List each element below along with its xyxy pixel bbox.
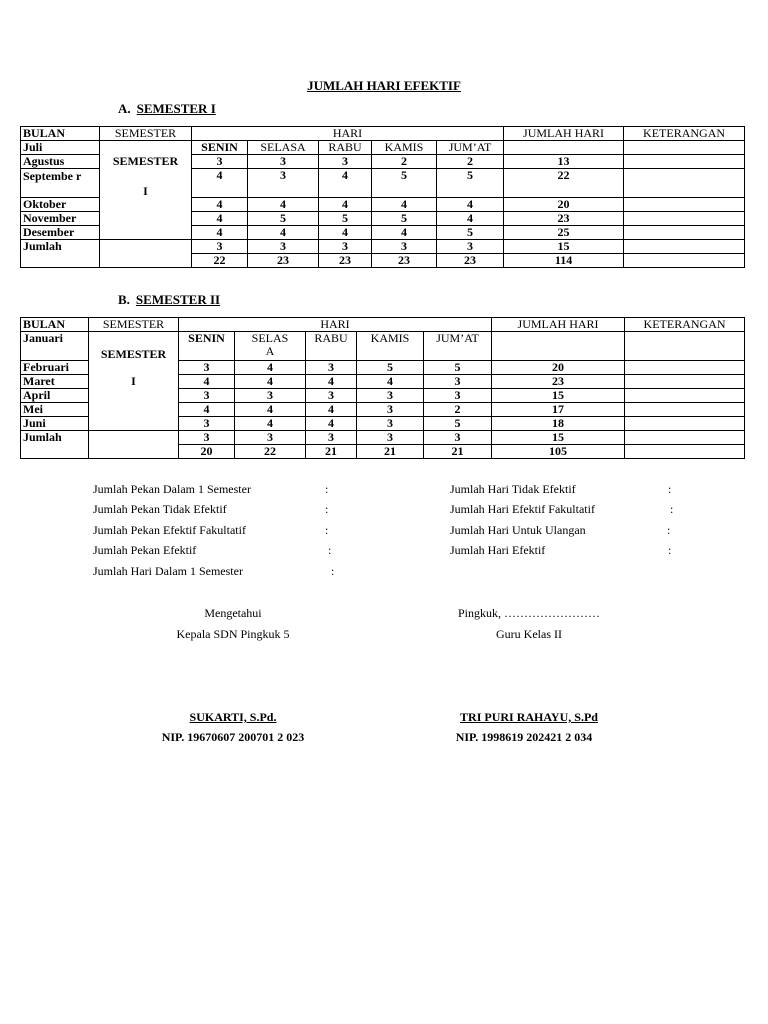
cell-sum: 23	[248, 254, 319, 268]
cell-sum: 21	[306, 445, 357, 459]
cell-value: 3	[235, 389, 306, 403]
cell-value: 5	[372, 212, 437, 226]
section-a-label: SEMESTER I	[136, 101, 216, 116]
cell-semester	[89, 361, 179, 375]
cell-bulan: April	[21, 389, 89, 403]
cell-bulan: Mei	[21, 403, 89, 417]
cell-semester	[89, 403, 179, 417]
cell-value: 4	[192, 212, 248, 226]
table-row	[21, 431, 745, 445]
cell-keterangan	[625, 445, 745, 459]
cell-value: 3	[192, 240, 248, 254]
cell-bulan: Jumlah	[21, 240, 100, 254]
cell-value: 4	[192, 169, 248, 198]
cell-total	[504, 141, 624, 155]
summary-colon: :	[325, 482, 329, 496]
header-jumlah-hari: JUMLAH HARI	[504, 127, 624, 141]
cell-value: 3	[248, 155, 319, 169]
summary-right-item: Jumlah Hari Tidak Efektif	[450, 482, 576, 496]
cell-sum: 23	[372, 254, 437, 268]
cell-total: 15	[492, 431, 625, 445]
section-b-heading	[118, 292, 220, 308]
cell-value: 3	[179, 361, 235, 375]
header-bulan: BULAN	[21, 318, 89, 332]
section-b-marker: B.	[118, 292, 130, 307]
summary-colon: :	[331, 564, 335, 578]
cell-sum: 22	[235, 445, 306, 459]
day-selasa-text: SELAS A	[251, 331, 289, 358]
cell-keterangan	[624, 226, 745, 240]
cell-keterangan	[625, 375, 745, 389]
cell-value: 4	[437, 212, 504, 226]
cell-value: 3	[179, 417, 235, 431]
cell-keterangan	[625, 417, 745, 431]
cell-total: 23	[504, 212, 624, 226]
cell-semester	[89, 431, 179, 445]
cell-value: 3	[248, 240, 319, 254]
cell-total: 15	[504, 240, 624, 254]
signature-right-line2: Guru Kelas II	[496, 627, 562, 641]
cell-value: 3	[357, 389, 424, 403]
table-row	[21, 389, 745, 403]
cell-bulan: Juli	[21, 141, 100, 155]
cell-bulan	[21, 445, 89, 459]
cell-bulan: Juni	[21, 417, 89, 431]
signature-right-line1: Pingkuk, ……………………	[457, 606, 600, 620]
cell-value: 5	[372, 169, 437, 198]
cell-semester-roman: I	[89, 375, 179, 389]
header-jumlah-hari: JUMLAH HARI	[492, 318, 625, 332]
cell-sum: 23	[319, 254, 372, 268]
cell-bulan: Jumlah	[21, 431, 89, 445]
cell-value: 3	[319, 240, 372, 254]
day-jumat: JUM’AT	[437, 141, 504, 155]
cell-bulan: Maret	[21, 375, 89, 389]
table-row	[21, 226, 745, 240]
table-row	[21, 141, 745, 155]
header-hari: HARI	[192, 127, 504, 141]
cell-value: 4	[319, 169, 372, 198]
section-b-label: SEMESTER II	[135, 292, 221, 307]
cell-total: 20	[504, 198, 624, 212]
cell-value: 4	[437, 198, 504, 212]
signature-left-name: SUKARTI, S.Pd.	[189, 710, 277, 724]
cell-total: 22	[504, 169, 624, 198]
cell-value: 3	[357, 431, 424, 445]
cell-value: 2	[437, 155, 504, 169]
cell-keterangan	[624, 141, 745, 155]
signature-right-name: TRI PURI RAHAYU, S.Pd	[460, 710, 598, 724]
cell-value: 4	[372, 226, 437, 240]
day-jumat: JUM’AT	[424, 332, 492, 361]
cell-sum: 22	[192, 254, 248, 268]
cell-value: 3	[179, 389, 235, 403]
cell-bulan: Februari	[21, 361, 89, 375]
cell-total: 20	[492, 361, 625, 375]
day-selasa	[235, 332, 306, 361]
summary-left-item: Jumlah Pekan Efektif Fakultatif	[93, 523, 246, 537]
cell-value: 4	[306, 417, 357, 431]
day-rabu: RABU	[306, 332, 357, 361]
cell-value: 3	[424, 389, 492, 403]
cell-value: 3	[437, 240, 504, 254]
cell-value: 3	[357, 417, 424, 431]
cell-value: 4	[248, 226, 319, 240]
table-row	[21, 155, 745, 169]
cell-keterangan	[624, 155, 745, 169]
table-row	[21, 417, 745, 431]
cell-value: 3	[319, 155, 372, 169]
summary-colon: :	[328, 543, 332, 557]
cell-bulan: Januari	[21, 332, 89, 361]
header-hari: HARI	[179, 318, 492, 332]
summary-right-item: Jumlah Hari Untuk Ulangan	[450, 523, 586, 537]
header-keterangan: KETERANGAN	[625, 318, 745, 332]
cell-total: 105	[492, 445, 625, 459]
cell-bulan: Agustus	[21, 155, 100, 169]
cell-bulan-text: Septembe r	[23, 169, 82, 183]
cell-bulan: Desember	[21, 226, 100, 240]
cell-keterangan	[624, 240, 745, 254]
cell-value: 3	[357, 403, 424, 417]
cell-semester	[100, 198, 192, 212]
section-a-marker: A.	[118, 101, 131, 116]
table-row	[21, 375, 745, 389]
cell-sum: 20	[179, 445, 235, 459]
cell-value: 4	[306, 403, 357, 417]
day-kamis: KAMIS	[372, 141, 437, 155]
signature-left-nip: NIP. 19670607 200701 2 023	[161, 730, 305, 744]
cell-semester	[100, 141, 192, 155]
cell-keterangan	[625, 403, 745, 417]
cell-sum: 21	[424, 445, 492, 459]
cell-value: 3	[424, 375, 492, 389]
cell-value: 3	[372, 240, 437, 254]
cell-bulan: November	[21, 212, 100, 226]
signature-left-line1: Mengetahui	[204, 606, 262, 620]
day-kamis: KAMIS	[357, 332, 424, 361]
cell-value: 3	[192, 155, 248, 169]
header-bulan: BULAN	[21, 127, 100, 141]
cell-value: 3	[306, 389, 357, 403]
summary-right-item: Jumlah Hari Efektif Fakultatif	[450, 502, 595, 516]
cell-total: 23	[492, 375, 625, 389]
section-a-heading	[118, 101, 216, 117]
cell-value: 5	[424, 361, 492, 375]
cell-total: 114	[504, 254, 624, 268]
cell-value: 2	[424, 403, 492, 417]
page-title: JUMLAH HARI EFEKTIF	[307, 78, 461, 93]
summary-colon: :	[670, 502, 674, 516]
table-row	[21, 445, 745, 459]
summary-colon: :	[668, 482, 672, 496]
cell-value: 4	[357, 375, 424, 389]
cell-keterangan	[625, 361, 745, 375]
table-row	[21, 254, 745, 268]
cell-total: 18	[492, 417, 625, 431]
table-row	[21, 212, 745, 226]
cell-value: 5	[319, 212, 372, 226]
cell-total: 25	[504, 226, 624, 240]
cell-value: 4	[179, 403, 235, 417]
cell-value: 4	[192, 226, 248, 240]
cell-total	[492, 332, 625, 361]
day-senin: SENIN	[179, 332, 235, 361]
cell-value: 3	[306, 431, 357, 445]
summary-left-item: Jumlah Hari Dalam 1 Semester	[93, 564, 243, 578]
table-row	[21, 198, 745, 212]
cell-value: 5	[424, 417, 492, 431]
cell-value: 4	[372, 198, 437, 212]
cell-bulan: Oktober	[21, 198, 100, 212]
cell-value: 2	[372, 155, 437, 169]
cell-value: 4	[179, 375, 235, 389]
table-row	[21, 332, 745, 361]
summary-left-item: Jumlah Pekan Tidak Efektif	[93, 502, 227, 516]
cell-semester	[89, 445, 179, 459]
cell-value: 3	[424, 431, 492, 445]
header-keterangan: KETERANGAN	[624, 127, 745, 141]
cell-value: 4	[235, 361, 306, 375]
cell-bulan	[21, 254, 100, 268]
cell-keterangan	[625, 332, 745, 361]
signature-left-line2: Kepala SDN Pingkuk 5	[176, 627, 290, 641]
cell-total: 15	[492, 389, 625, 403]
cell-value: 4	[235, 417, 306, 431]
table-row	[21, 169, 745, 198]
cell-semester	[100, 254, 192, 268]
cell-value: 5	[248, 212, 319, 226]
table-header-row	[21, 318, 745, 332]
table-row	[21, 240, 745, 254]
cell-value: 4	[235, 375, 306, 389]
cell-semester-roman: I	[100, 169, 192, 198]
semester-1-table	[20, 126, 745, 268]
semester-2-table	[20, 317, 745, 459]
cell-keterangan	[624, 254, 745, 268]
cell-keterangan	[625, 389, 745, 403]
cell-semester	[89, 417, 179, 431]
summary-left-item: Jumlah Pekan Dalam 1 Semester	[93, 482, 251, 496]
cell-value: 5	[437, 226, 504, 240]
cell-value: 4	[319, 198, 372, 212]
cell-sum: 21	[357, 445, 424, 459]
cell-value: 4	[192, 198, 248, 212]
summary-colon: :	[667, 523, 671, 537]
cell-value: 5	[437, 169, 504, 198]
cell-value: 3	[306, 361, 357, 375]
cell-semester	[100, 212, 192, 226]
cell-sum: 23	[437, 254, 504, 268]
cell-semester	[100, 226, 192, 240]
cell-value: 4	[319, 226, 372, 240]
cell-semester-name: SEMESTER	[89, 332, 179, 361]
summary-colon: :	[668, 543, 672, 557]
cell-keterangan	[625, 431, 745, 445]
cell-value: 4	[306, 375, 357, 389]
cell-value: 4	[248, 198, 319, 212]
signature-right-nip: NIP. 1998619 202421 2 034	[455, 730, 593, 744]
cell-value: 3	[248, 169, 319, 198]
header-semester: SEMESTER	[100, 127, 192, 141]
summary-right-item: Jumlah Hari Efektif	[450, 543, 546, 557]
summary-colon: :	[325, 523, 329, 537]
summary-colon: :	[325, 502, 329, 516]
table-row	[21, 403, 745, 417]
cell-value: 5	[357, 361, 424, 375]
table-header-row	[21, 127, 745, 141]
cell-semester-name: SEMESTER	[100, 155, 192, 169]
day-senin: SENIN	[192, 141, 248, 155]
cell-value: 3	[179, 431, 235, 445]
table-row	[21, 361, 745, 375]
cell-keterangan	[624, 212, 745, 226]
cell-keterangan	[624, 169, 745, 198]
cell-value: 3	[235, 431, 306, 445]
cell-semester	[89, 389, 179, 403]
summary-left-item: Jumlah Pekan Efektif	[93, 543, 197, 557]
header-semester: SEMESTER	[89, 318, 179, 332]
day-rabu: RABU	[319, 141, 372, 155]
cell-value: 4	[235, 403, 306, 417]
cell-total: 13	[504, 155, 624, 169]
cell-total: 17	[492, 403, 625, 417]
cell-keterangan	[624, 198, 745, 212]
cell-bulan	[21, 169, 100, 198]
cell-semester	[100, 240, 192, 254]
day-selasa: SELASA	[248, 141, 319, 155]
